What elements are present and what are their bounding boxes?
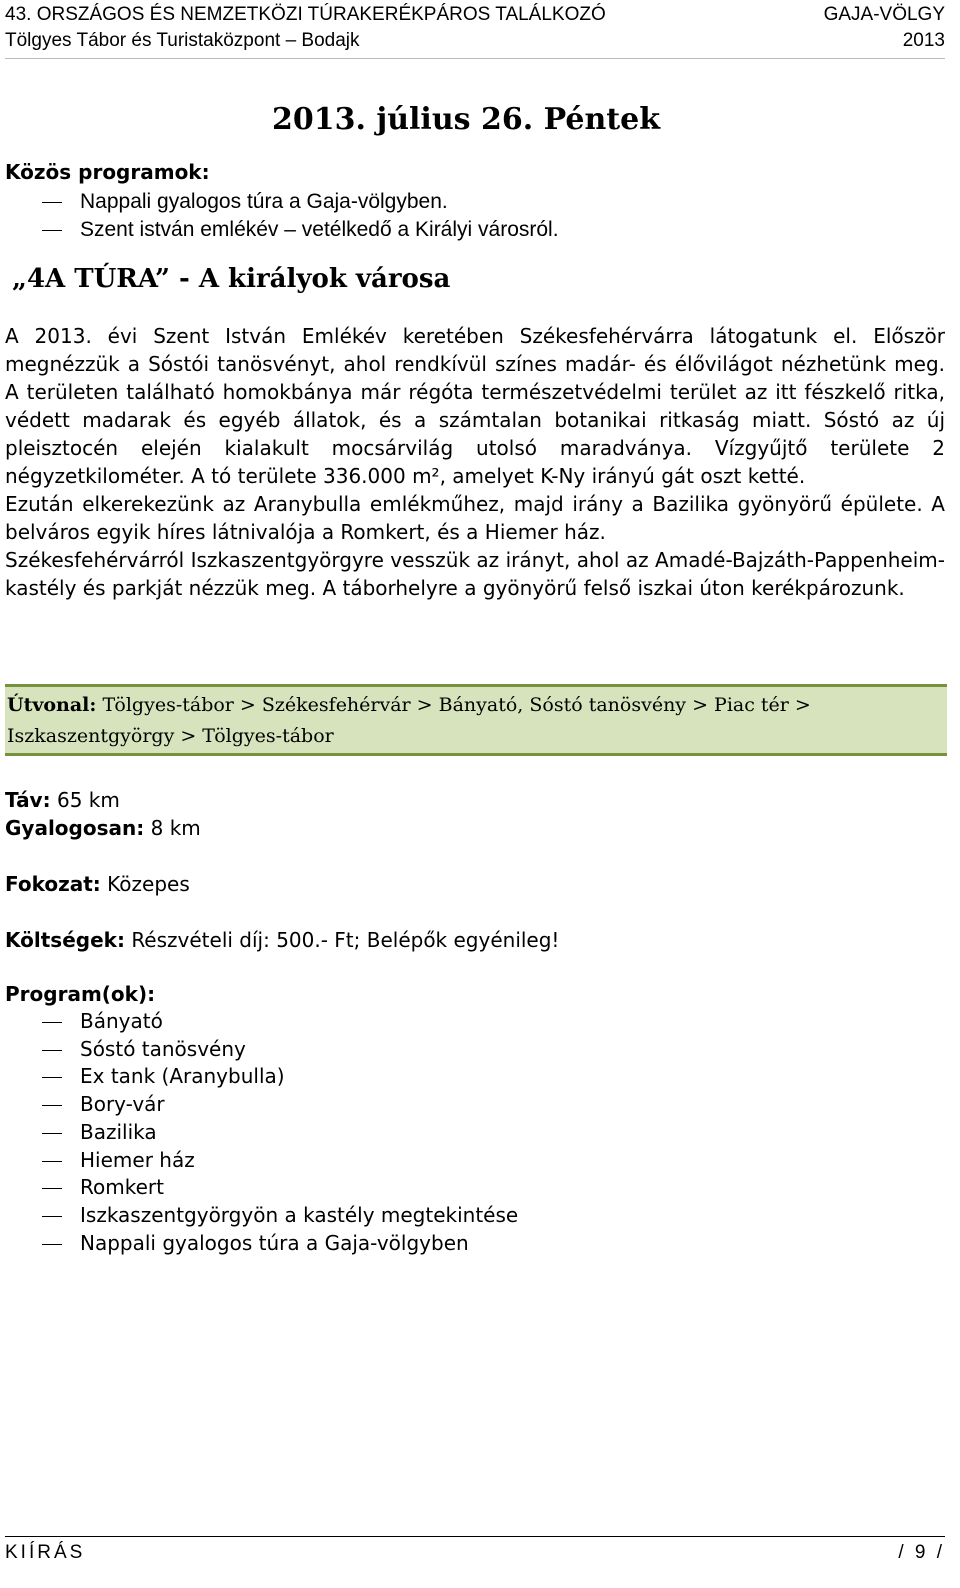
paragraph: Székesfehérvárról Iszkaszentgyörgyre vesszük az irányt, ahol az Amadé-Bajzáth-Pappenheim-kastély és parkját nézzük meg. A táborhelyre a gyönyörű felső iszkai úton kerékpározunk. <box>5 548 945 600</box>
day-title: 2013. július 26. Péntek <box>271 102 660 137</box>
walking-field <box>5 814 201 842</box>
common-programs-list <box>0 188 559 244</box>
list-item: Ex tank (Aranybulla) <box>0 1063 518 1091</box>
footer-label: KIÍRÁS <box>5 1542 86 1563</box>
route-line-1: Tölgyes-tábor > Székesfehérvár > Bányató, Sóstó tanösvény > Piac tér > <box>102 694 811 716</box>
list-item: Hiemer ház <box>0 1147 518 1175</box>
programs-label-field <box>5 980 155 1008</box>
tour-title: „4A TÚRA” - A királyok városa <box>12 264 451 294</box>
common-programs-label: Közös programok: <box>5 160 210 184</box>
page-header <box>5 2 945 54</box>
walking-label: Gyalogosan: <box>5 816 145 840</box>
event-title: 43. ORSZÁGOS ÉS NEMZETKÖZI TÚRAKERÉKPÁROS TALÁLKOZÓ <box>5 4 606 25</box>
list-item: Iszkaszentgyörgyön a kastély megtekintése <box>0 1202 518 1230</box>
costs-field <box>5 926 559 954</box>
programs-label: Program(ok): <box>5 982 156 1006</box>
list-item: Nappali gyalogos túra a Gaja-völgyben. <box>0 188 559 216</box>
header-year: 2013 <box>902 30 945 51</box>
page-number: / 9 / <box>898 1542 945 1563</box>
list-item: Szent istván emlékév – vetélkedő a Királyi városról. <box>0 216 559 244</box>
route-label: Útvonal: <box>7 694 97 716</box>
distance-field <box>5 786 120 814</box>
header-divider <box>5 58 945 59</box>
difficulty-label: Fokozat: <box>5 872 101 896</box>
costs-label: Költségek: <box>5 928 125 952</box>
programs-list <box>0 1008 518 1257</box>
list-item: Sóstó tanösvény <box>0 1036 518 1064</box>
footer-divider <box>5 1536 945 1537</box>
event-place: GAJA-VÖLGY <box>823 4 945 25</box>
venue: Tölgyes Tábor és Turistaközpont – Bodajk <box>5 30 360 51</box>
costs-value: Részvételi díj: 500.- Ft; Belépők egyénileg! <box>131 928 560 952</box>
list-item: Nappali gyalogos túra a Gaja-völgyben <box>0 1230 518 1258</box>
route-box <box>5 684 947 756</box>
description <box>5 322 945 602</box>
difficulty-field <box>5 870 190 898</box>
paragraph: Ezután elkerekezünk az Aranybulla emlékműhez, majd irány a Bazilika gyönyörű épülete. A belváros egyik híres látnivalója a Romkert, és a Hiemer ház. <box>5 492 945 544</box>
list-item: Romkert <box>0 1174 518 1202</box>
distance-value: 65 km <box>56 788 120 812</box>
distance-label: Táv: <box>5 788 51 812</box>
list-item: Bory-vár <box>0 1091 518 1119</box>
walking-value: 8 km <box>150 816 201 840</box>
paragraph: A 2013. évi Szent István Emlékév keretében Székesfehérvárra látogatunk el. Először megnézzük a Sóstói tanösvényt, ahol rendkívül színes madár- és élővilágot nézhetünk meg. A területen található homokbánya már régóta természetvédelmi terület az itt fészkelő ritka, védett madarak és egyéb állatok, és a számtalan botanikai ritkaság miatt. Sóstó az új pleisztocén elején kialakult mocsárvilág utolsó maradványa. Vízgyűjtő területe 2 négyzetkilométer. A tó területe 336.000 m², amelyet K-Ny irányú gát oszt ketté. <box>5 324 945 488</box>
route-line-2: Iszkaszentgyörgy > Tölgyes-tábor <box>7 725 334 747</box>
difficulty-value: Közepes <box>107 872 190 896</box>
page-footer <box>5 1542 945 1564</box>
list-item: Bányató <box>0 1008 518 1036</box>
list-item: Bazilika <box>0 1119 518 1147</box>
